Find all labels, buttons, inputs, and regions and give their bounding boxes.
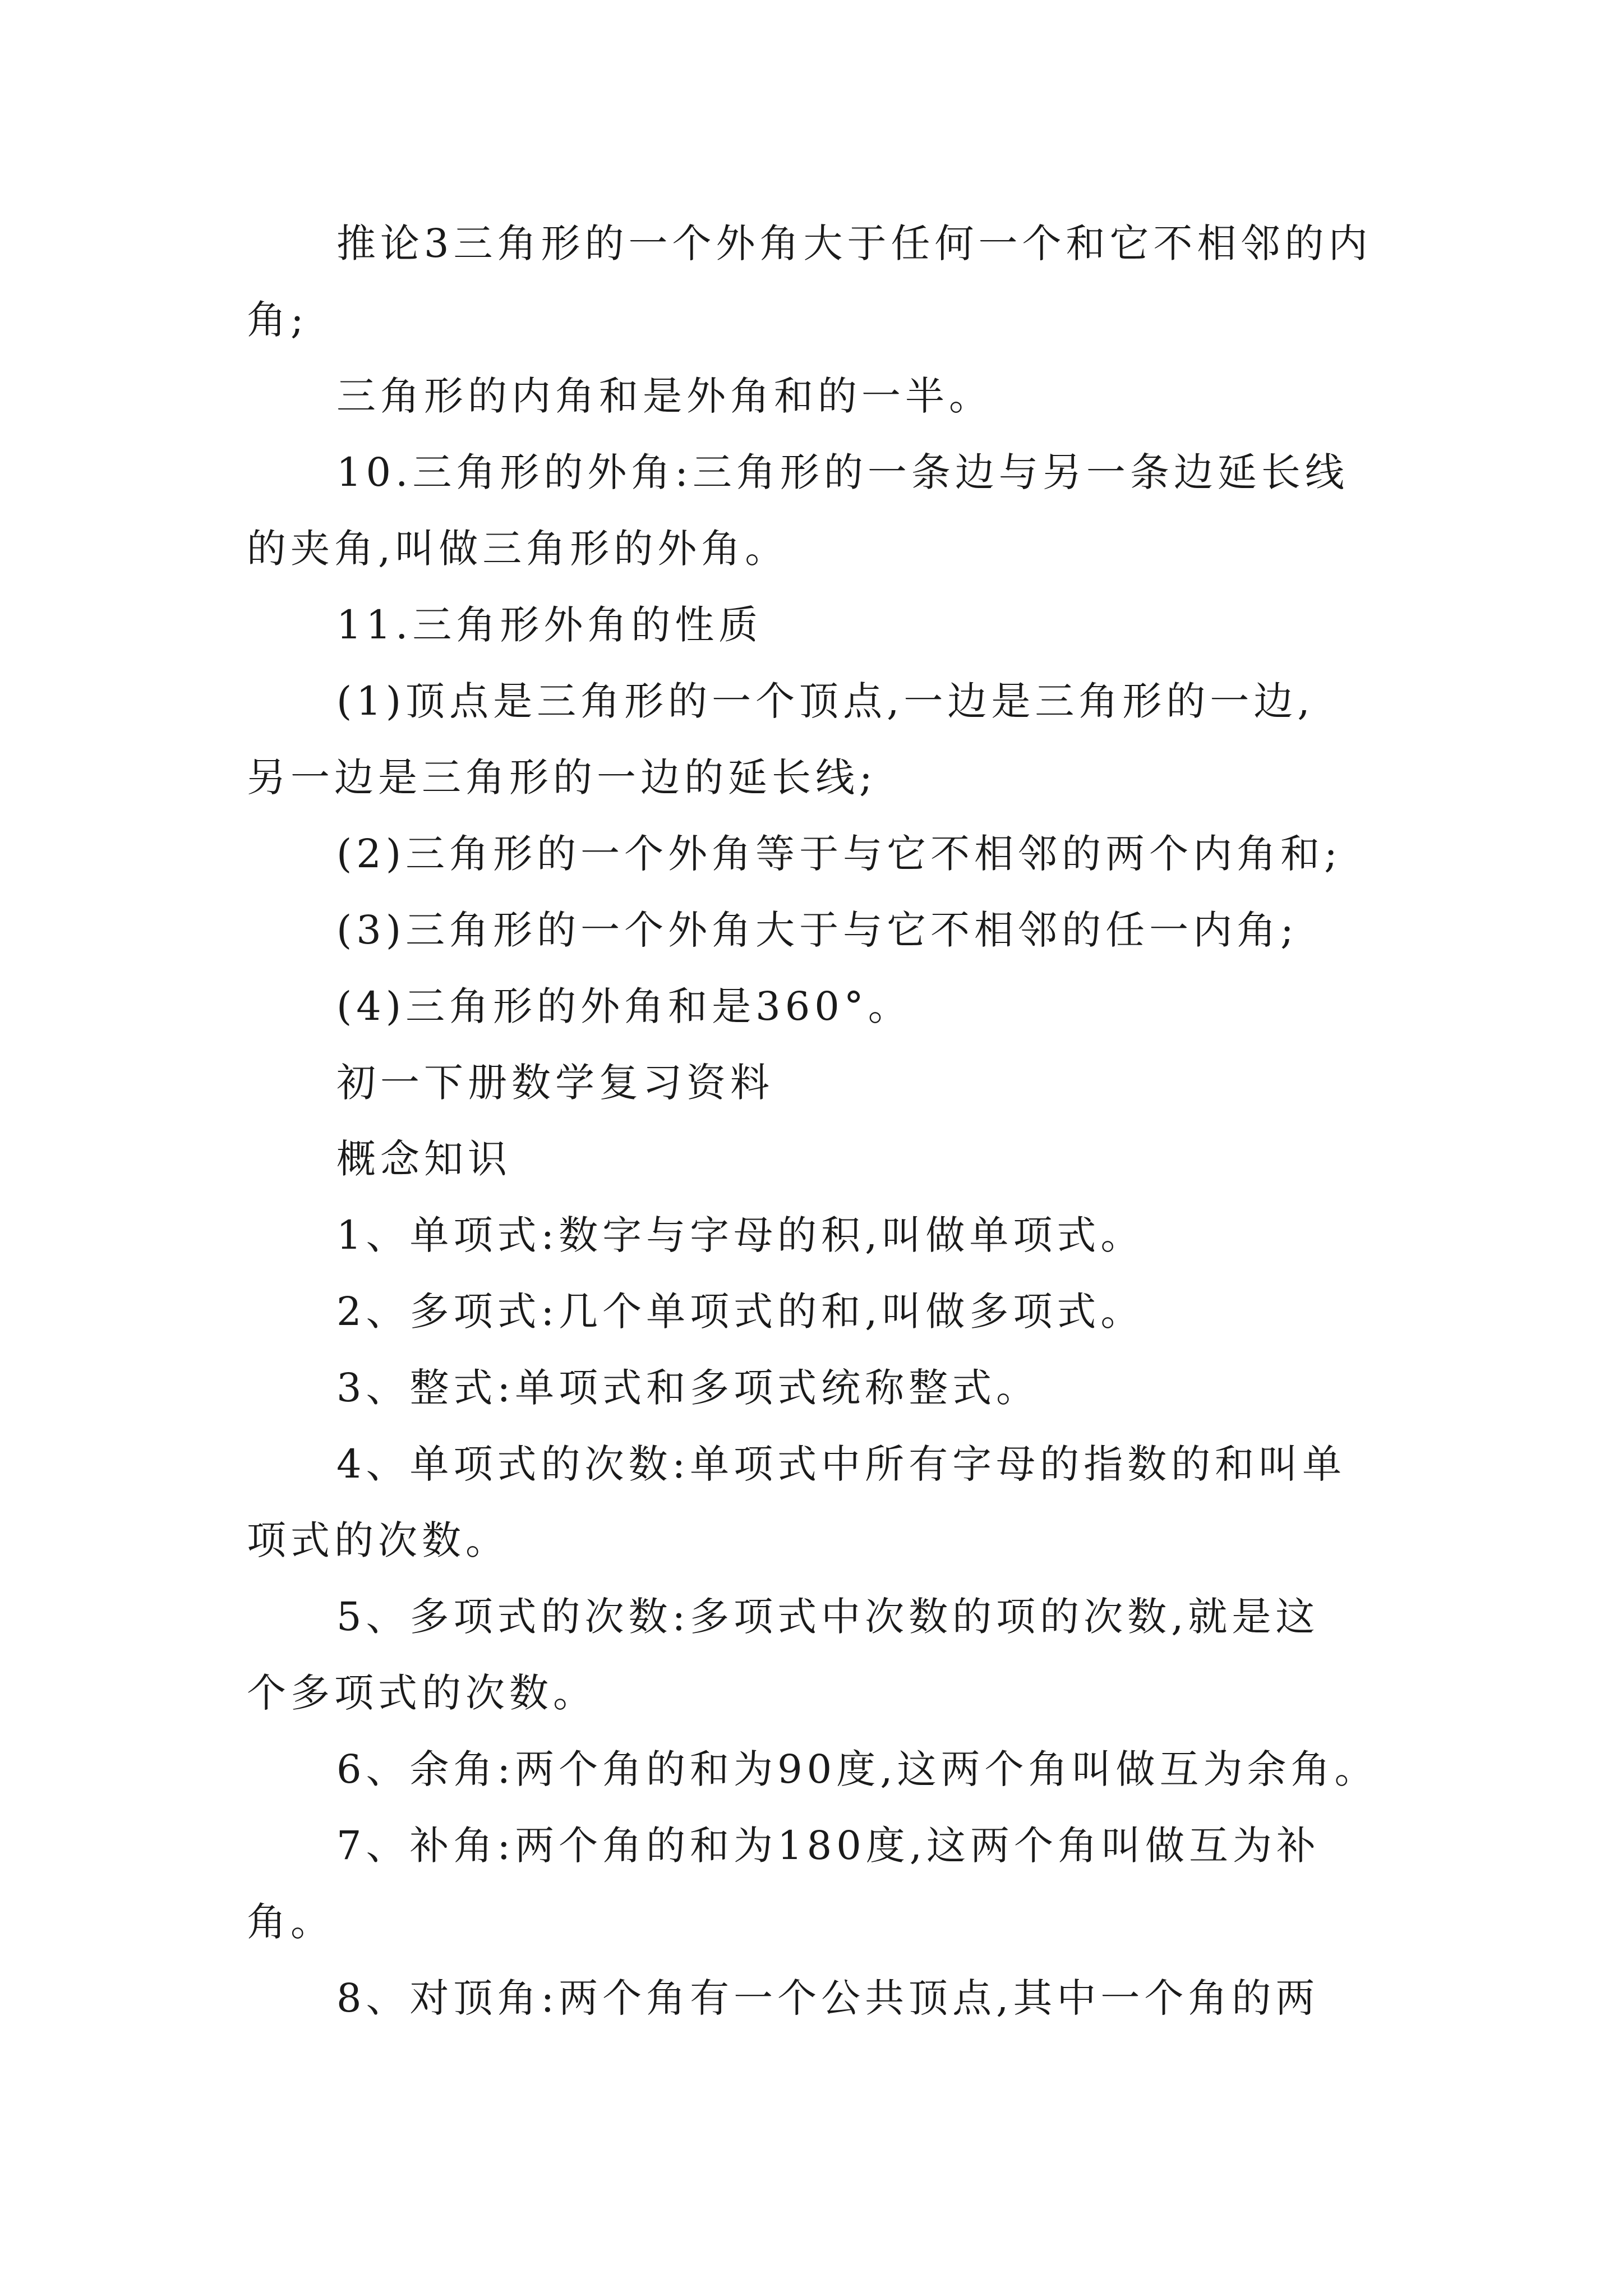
text-line: 2、多项式:几个单项式的和,叫做多项式。 bbox=[336, 1289, 1145, 1335]
text-line: 7、补角:两个角的和为180度,这两个角叫做互为补 bbox=[336, 1823, 1320, 1869]
text-line: 5、多项式的次数:多项式中次数的项的次数,就是这 bbox=[336, 1594, 1320, 1640]
text-line: 的夹角,叫做三角形的外角。 bbox=[247, 526, 789, 572]
text-line: 8、对顶角:两个角有一个公共顶点,其中一个角的两 bbox=[336, 1975, 1320, 2021]
text-line: 4、单项式的次数:单项式中所有字母的指数的和叫单 bbox=[336, 1441, 1347, 1487]
text-line: 另一边是三角形的一边的延长线; bbox=[247, 754, 877, 800]
text-line: 三角形的内角和是外角和的一半。 bbox=[336, 373, 993, 419]
text-line: 6、余角:两个角的和为90度,这两个角叫做互为余角。 bbox=[336, 1746, 1378, 1792]
text-line: 3、整式:单项式和多项式统称整式。 bbox=[336, 1365, 1040, 1411]
text-line: 1、单项式:数字与字母的积,叫做单项式。 bbox=[336, 1212, 1145, 1258]
text-line: 10.三角形的外角:三角形的一条边与另一条边延长线 bbox=[336, 449, 1349, 495]
text-line: 项式的次数。 bbox=[247, 1517, 509, 1563]
text-line: (2)三角形的一个外角等于与它不相邻的两个内角和; bbox=[336, 831, 1342, 877]
text-line: (4)三角形的外角和是360°。 bbox=[336, 983, 912, 1029]
text-line: 角; bbox=[247, 297, 308, 343]
section-heading: 初一下册数学复习资料 bbox=[336, 1060, 774, 1106]
text-line: 个多项式的次数。 bbox=[247, 1670, 597, 1716]
text-line: 推论3三角形的一个外角大于任何一个和它不相邻的内 bbox=[336, 220, 1372, 266]
text-line: (1)顶点是三角形的一个顶点,一边是三角形的一边, bbox=[336, 678, 1315, 724]
text-line: 11.三角形外角的性质 bbox=[336, 602, 763, 648]
text-line: (3)三角形的一个外角大于与它不相邻的任一内角; bbox=[336, 907, 1298, 953]
subsection-heading: 概念知识 bbox=[336, 1136, 511, 1182]
text-line: 角。 bbox=[247, 1899, 334, 1945]
